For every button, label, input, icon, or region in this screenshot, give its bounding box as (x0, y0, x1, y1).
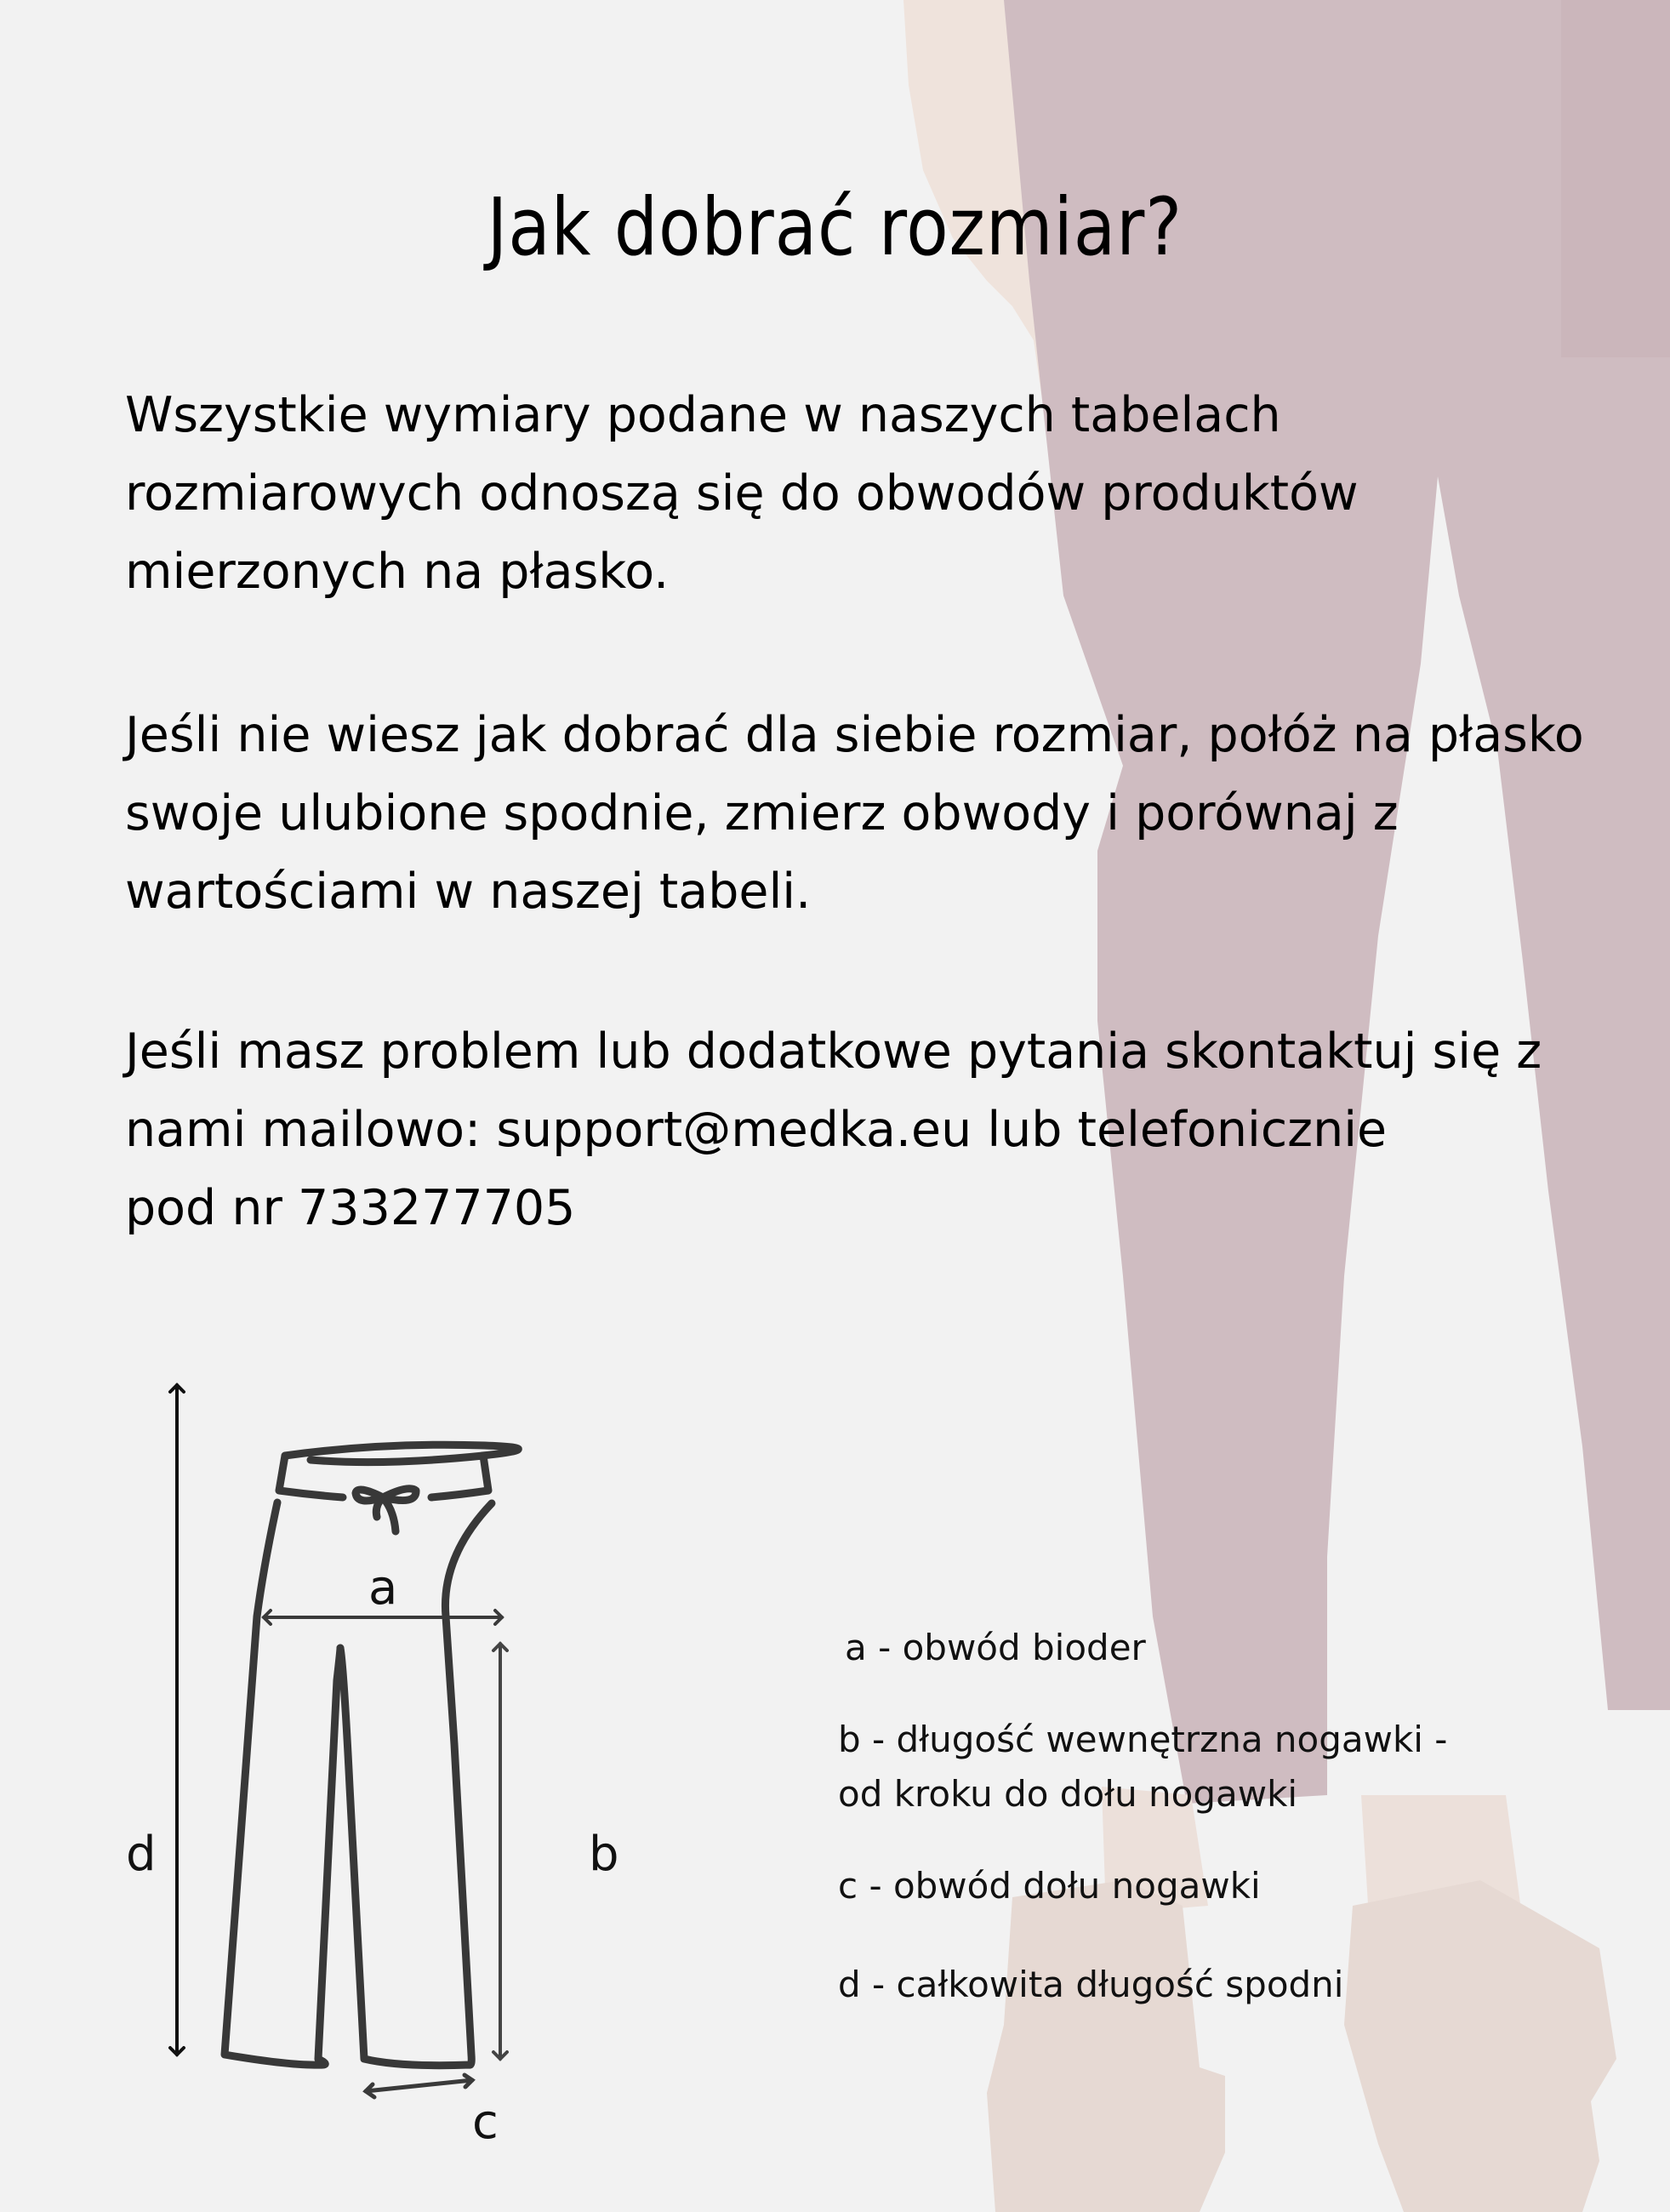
measure-a-label: a (368, 1560, 398, 1616)
contact-paragraph: Jeśli masz problem lub dodatkowe pytania skontaktuj się z nami mailowo: support@medka.eu lub telefonicznie pod nr 733277705 (125, 1023, 1542, 1236)
jacket-side (1561, 0, 1670, 357)
legend-item-b: b - długość wewnętrzna nogawki - od kroku do dołu nogawki (838, 1719, 1448, 1815)
measure-b-label: b (589, 1827, 619, 1882)
right-leg-inner (340, 1503, 492, 2066)
instructions-paragraph: Jeśli nie wiesz jak dobrać dla siebie rozmiar, połóż na płasko swoje ulubione spodnie, zmierz obwody i porównaj z wartościami w naszej tabeli. (125, 707, 1584, 920)
measure-c-line (366, 2080, 472, 2091)
legend-item-d: d - całkowita długość spodni (838, 1964, 1344, 2005)
waistband (279, 1456, 488, 1497)
left-leg-outer (225, 1502, 340, 2065)
measurement-legend (838, 1621, 1447, 2048)
page-title: Jak dobrać rozmiar? (487, 180, 1183, 274)
drawstring-bow (356, 1489, 416, 1531)
measure-d-label: d (126, 1827, 157, 1882)
intro-paragraph: Wszystkie wymiary podane w naszych tabelach rozmiarowych odnoszą się do obwodów produktów mierzonych na płasko. (125, 387, 1359, 600)
legend-item-c: c - obwód dołu nogawki (838, 1865, 1261, 1907)
trousers-measurement-icon (111, 1361, 638, 2212)
legend-item-a: a - obwód bioder (845, 1627, 1146, 1668)
measure-c-label: c (472, 2095, 499, 2150)
